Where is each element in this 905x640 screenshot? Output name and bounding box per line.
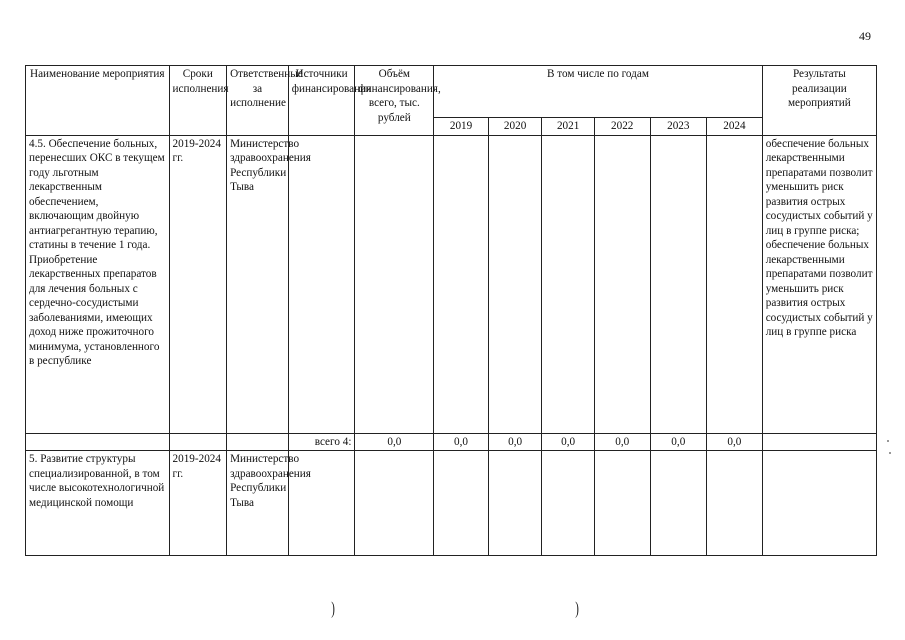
total-year-value: 0,0: [488, 433, 542, 451]
year-cell: [707, 451, 763, 556]
total-year-value: 0,0: [542, 433, 595, 451]
total-year-value: 0,0: [594, 433, 650, 451]
year-header: 2020: [488, 118, 542, 136]
year-cell: [707, 135, 763, 433]
activity-name: 4.5. Обеспечение больных, перенесших ОКС в текущем году льготным лекарственным обеспечением, включающим двойную антиагрегантную терапию, статины в течение 1 года. Приобретение лекарственных препаратов для лечения больных с сердечно-сосудистыми заболеваниями, имеющих доход ниже прожиточного минимума, установленного в республике: [26, 135, 170, 433]
total-label: всего 4:: [288, 433, 355, 451]
header-terms: Сроки исполнения: [169, 66, 227, 136]
year-header: 2023: [650, 118, 707, 136]
activity-name: 5. Развитие структуры специализированной, в том числе высокотехнологичной медицинской помощи: [26, 451, 170, 556]
total-year-value: 0,0: [650, 433, 707, 451]
activities-table: [25, 65, 877, 556]
header-volume: Объём финансирования, всего, тыс. рублей: [355, 66, 434, 136]
year-header: 2021: [542, 118, 595, 136]
activity-volume: [355, 451, 434, 556]
year-cell: [542, 135, 595, 433]
activity-sources: [288, 135, 355, 433]
year-cell: [650, 451, 707, 556]
activity-terms: 2019-2024 гг.: [169, 451, 227, 556]
header-sources: Источники финансирования: [288, 66, 355, 136]
total-volume: 0,0: [355, 433, 434, 451]
year-header: 2024: [707, 118, 763, 136]
header-responsible: Ответственные за исполнение: [227, 66, 289, 136]
year-cell: [650, 135, 707, 433]
year-header: 2019: [434, 118, 489, 136]
activity-results: обеспечение больных лекарственными препаратами позволит уменьшить риск развития острых сосудистых событий у лиц в группе риска; обеспечение больных лекарственными препаратами позволит уменьшить риск развития острых сосудистых событий у лиц в группе риска: [762, 135, 876, 433]
page-number: 49: [859, 29, 871, 43]
year-header: 2022: [594, 118, 650, 136]
year-cell: [434, 451, 489, 556]
scan-mark: ): [575, 598, 579, 618]
empty-cell: [762, 433, 876, 451]
activity-responsible: Министерство здравоохранения Республики Тыва: [227, 135, 289, 433]
year-cell: [594, 451, 650, 556]
year-cell: [594, 135, 650, 433]
header-results: Результаты реализации мероприятий: [762, 66, 876, 136]
activity-sources: [288, 451, 355, 556]
year-cell: [488, 135, 542, 433]
activity-responsible: Министерство здравоохранения Республики Тыва: [227, 451, 289, 556]
empty-cell: [26, 433, 170, 451]
scan-mark: ): [331, 598, 335, 618]
header-name: Наименование мероприятия: [26, 66, 170, 136]
empty-cell: [227, 433, 289, 451]
total-year-value: 0,0: [707, 433, 763, 451]
total-year-value: 0,0: [434, 433, 489, 451]
activity-results: [762, 451, 876, 556]
activity-volume: [355, 135, 434, 433]
activity-terms: 2019-2024 гг.: [169, 135, 227, 433]
year-cell: [488, 451, 542, 556]
year-cell: [542, 451, 595, 556]
year-cell: [434, 135, 489, 433]
header-by-years: В том числе по годам: [434, 66, 762, 118]
empty-cell: [169, 433, 227, 451]
scan-speck: [889, 452, 891, 454]
scan-speck: [887, 440, 889, 442]
